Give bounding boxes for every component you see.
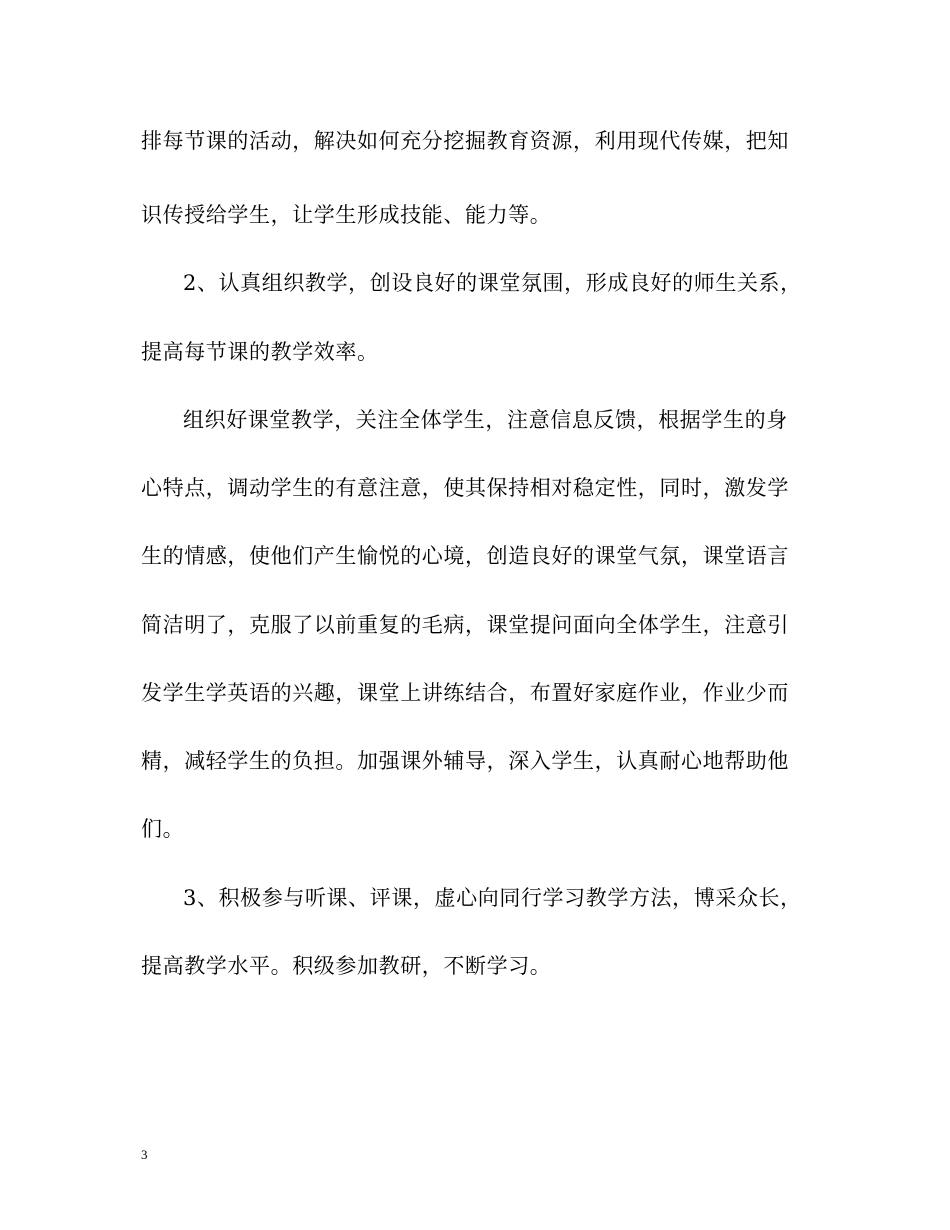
body-line: 简洁明了，克服了以前重复的毛病，课堂提问面向全体学生，注意引 (141, 613, 789, 637)
body-line: 生的情感，使他们产生愉悦的心境，创造良好的课堂气氛，课堂语言 (141, 544, 789, 568)
body-line: 提高教学水平。积级参加教研，不断学习。 (141, 954, 552, 978)
paragraph-first-line: 组织好课堂教学，关注全体学生，注意信息反馈，根据学生的身 (183, 408, 788, 432)
body-line: 识传授给学生，让学生形成技能、能力等。 (141, 203, 552, 227)
body-line: 排每节课的活动，解决如何充分挖掘教育资源，利用现代传媒，把知 (141, 129, 789, 153)
body-line: 心特点，调动学生的有意注意，使其保持相对稳定性，同时，激发学 (141, 476, 789, 500)
numbered-item-line: 3、积极参与听课、评课，虚心向同行学习教学方法，博采众长， (183, 886, 802, 910)
body-line: 发学生学英语的兴趣，课堂上讲练结合，布置好家庭作业，作业少而 (141, 681, 789, 705)
body-line: 精，减轻学生的负担。加强课外辅导，深入学生，认真耐心地帮助他 (141, 749, 789, 773)
numbered-item-line: 2、认真组织教学，创设良好的课堂氛围，形成良好的师生关系， (183, 271, 802, 295)
body-line: 们。 (141, 817, 185, 841)
page-number: 3 (141, 1147, 148, 1162)
body-line: 提高每节课的教学效率。 (141, 340, 379, 364)
